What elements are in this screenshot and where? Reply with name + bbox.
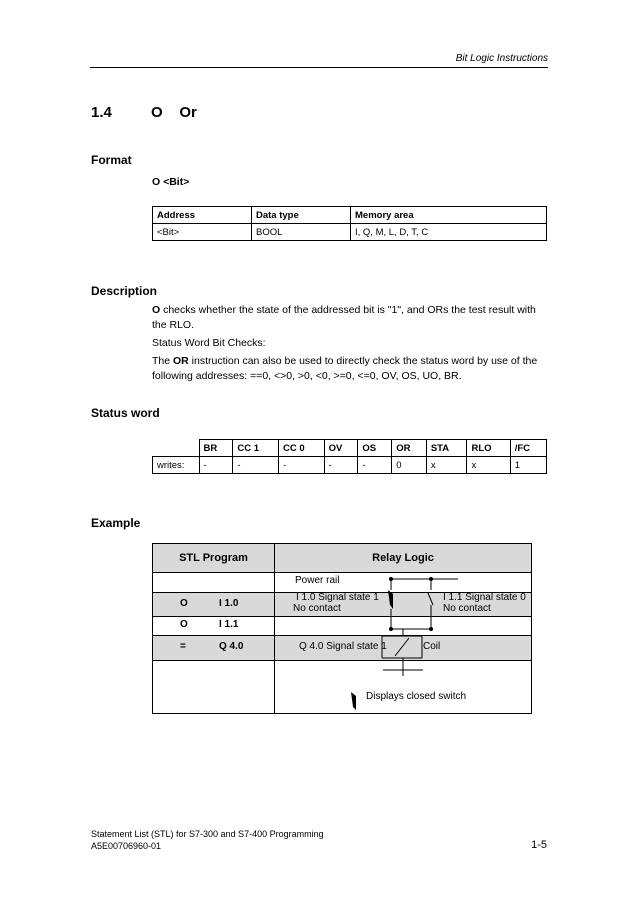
table-cell: BOOL [252, 224, 351, 241]
table-header-cell: OS [358, 440, 392, 457]
description-paragraph-1 [152, 303, 548, 333]
coil-label: Coil [423, 641, 441, 652]
page-number: 1-5 [531, 839, 547, 851]
table-cell: I, Q, M, L, D, T, C [351, 224, 547, 241]
i11-contact-label: No contact [443, 603, 491, 614]
stl-operation: O [180, 619, 188, 630]
section-number: 1.4 [91, 104, 112, 121]
table-cell: - [358, 457, 392, 474]
paragraph-text: instruction can also be used to directly check the status word by use of the following addresses: ==0, <>0, >0, <0, >=0, <=0, OV, OS, UO, BR. [152, 355, 538, 382]
i10-state-label: I 1.0 Signal state 1 [296, 592, 379, 603]
footer-doc-number: A5E00706960-01 [91, 841, 162, 851]
power-rail-label: Power rail [295, 575, 340, 586]
table-row [153, 224, 547, 241]
table-header-row [153, 440, 547, 457]
status-word-heading: Status word [91, 406, 160, 420]
table-cell: 0 [392, 457, 427, 474]
keyword-or: OR [173, 355, 189, 367]
format-syntax: O <Bit> [152, 176, 190, 188]
table-cell: - [324, 457, 358, 474]
table-header-cell: Address [153, 207, 252, 224]
table-header-cell [153, 440, 200, 457]
table-header-cell: CC 1 [233, 440, 279, 457]
q40-state-label: Q 4.0 Signal state 1 [299, 641, 387, 652]
table-header-cell: BR [199, 440, 233, 457]
status-word-table [152, 439, 547, 474]
keyword-o: O [152, 304, 161, 316]
address-table [152, 206, 547, 241]
footer-title: Statement List (STL) for S7-300 and S7-400 Programming [91, 829, 324, 839]
table-cell: x [467, 457, 510, 474]
table-header-cell: CC 0 [278, 440, 324, 457]
table-header-cell: Data type [252, 207, 351, 224]
table-header-row [153, 207, 547, 224]
i10-contact-label: No contact [293, 603, 341, 614]
description-paragraph-2: Status Word Bit Checks: [152, 337, 266, 349]
relay-logic-header: Relay Logic [275, 544, 531, 573]
table-header-cell: OV [324, 440, 358, 457]
footer-text [91, 828, 324, 852]
table-cell: <Bit> [153, 224, 252, 241]
table-header-cell: STA [426, 440, 467, 457]
stl-operand: Q 4.0 [219, 641, 244, 652]
table-header-cell: /FC [510, 440, 546, 457]
table-row [153, 457, 547, 474]
table-header-cell: RLO [467, 440, 510, 457]
table-header-cell: OR [392, 440, 427, 457]
table-cell: writes: [153, 457, 200, 474]
format-heading: Format [91, 153, 132, 167]
paragraph-text: The [152, 355, 174, 367]
table-cell: x [426, 457, 467, 474]
section-title: O Or [151, 104, 197, 121]
example-heading: Example [91, 516, 141, 530]
header-rule [90, 67, 548, 68]
table-cell: - [199, 457, 233, 474]
stl-operand: I 1.0 [219, 598, 239, 609]
paragraph-text: checks whether the state of the addressed bit is "1", and ORs the test result with the RLO. [152, 304, 536, 331]
example-figure [152, 543, 532, 714]
description-heading: Description [91, 284, 158, 298]
running-header: Bit Logic Instructions [455, 53, 548, 64]
table-cell: - [233, 457, 279, 474]
legend-label: Displays closed switch [366, 691, 467, 702]
stl-operation: = [180, 641, 186, 652]
i11-state-label: I 1.1 Signal state 0 [443, 592, 526, 603]
stl-operand: I 1.1 [219, 619, 239, 630]
table-cell: 1 [510, 457, 546, 474]
description-paragraph-3 [152, 354, 548, 384]
stl-program-header: STL Program [153, 544, 274, 573]
table-cell: - [278, 457, 324, 474]
table-header-cell: Memory area [351, 207, 547, 224]
stl-operation: O [180, 598, 188, 609]
